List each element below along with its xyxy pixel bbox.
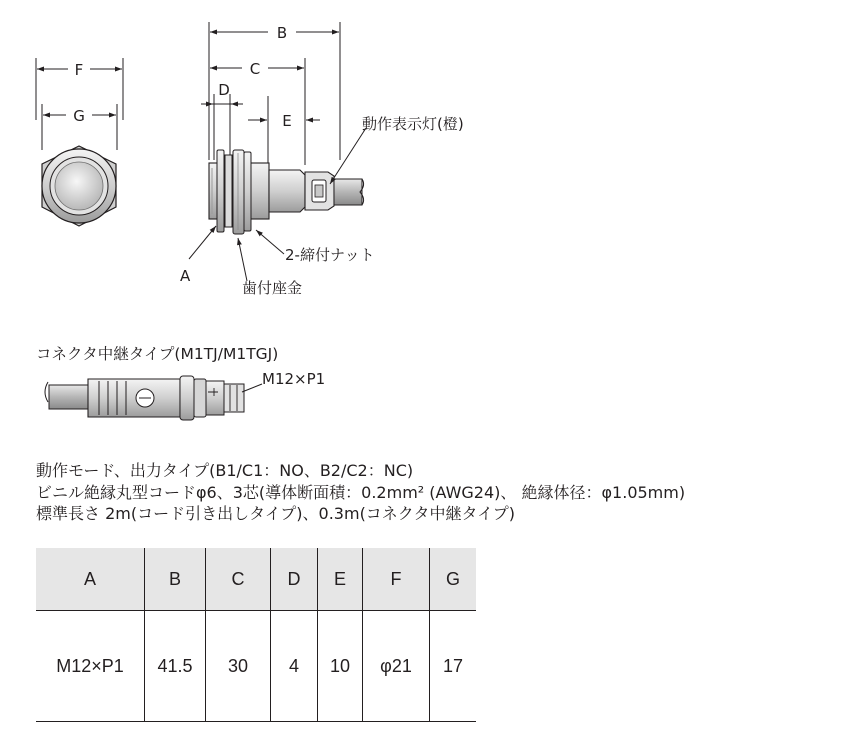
table-row xyxy=(36,611,476,722)
cell-a: M12×P1 xyxy=(36,611,145,722)
col-header-g: G xyxy=(430,548,477,611)
spec-line-length: 標準長さ 2m(コード引き出しタイプ)、0.3m(コネクタ中継タイプ) xyxy=(36,504,515,523)
spec-line-operation-mode: 動作モード、出力タイプ(B1/C1：NO、B2/C2：NC) xyxy=(36,461,414,480)
col-header-e: E xyxy=(318,548,363,611)
nut-callout: 2-締付ナット xyxy=(285,246,375,264)
spec-notes xyxy=(36,460,685,525)
dim-label-g: G xyxy=(73,107,85,125)
dim-label-c: C xyxy=(249,60,261,78)
col-header-d: D xyxy=(271,548,318,611)
cell-b: 41.5 xyxy=(145,611,206,722)
sensor-front-face xyxy=(42,146,116,226)
front-view xyxy=(36,58,123,226)
cell-c: 30 xyxy=(206,611,271,722)
connector-illustration xyxy=(45,376,262,420)
dimension-table-header-row xyxy=(36,548,476,611)
cell-g: 17 xyxy=(430,611,477,722)
connector-type-caption: コネクタ中継タイプ(M1TJ/M1TGJ) xyxy=(36,345,279,363)
col-header-f: F xyxy=(363,548,430,611)
col-header-b: B xyxy=(145,548,206,611)
dim-label-b: B xyxy=(276,24,288,42)
dim-label-f: F xyxy=(74,61,84,79)
side-view xyxy=(180,22,464,297)
spec-line-cable: ビニル絶縁丸型コードφ6、3芯(導体断面積：0.2mm² (AWG24)、 絶縁体径：φ1.05mm) xyxy=(36,482,686,502)
cell-d: 4 xyxy=(271,611,318,722)
thread-a-callout: A xyxy=(180,267,191,285)
indicator-callout: 動作表示灯(橙) xyxy=(362,115,464,133)
sensor-body-side xyxy=(209,150,364,234)
connector-thread-label: M12×P1 xyxy=(262,370,326,388)
cell-e: 10 xyxy=(318,611,363,722)
dim-label-e: E xyxy=(282,112,292,130)
col-header-c: C xyxy=(206,548,271,611)
cell-f: φ21 xyxy=(363,611,430,722)
col-header-a: A xyxy=(36,548,145,611)
dim-label-d: D xyxy=(218,81,230,99)
washer-callout: 歯付座金 xyxy=(242,279,303,297)
dimension-table xyxy=(36,548,476,722)
